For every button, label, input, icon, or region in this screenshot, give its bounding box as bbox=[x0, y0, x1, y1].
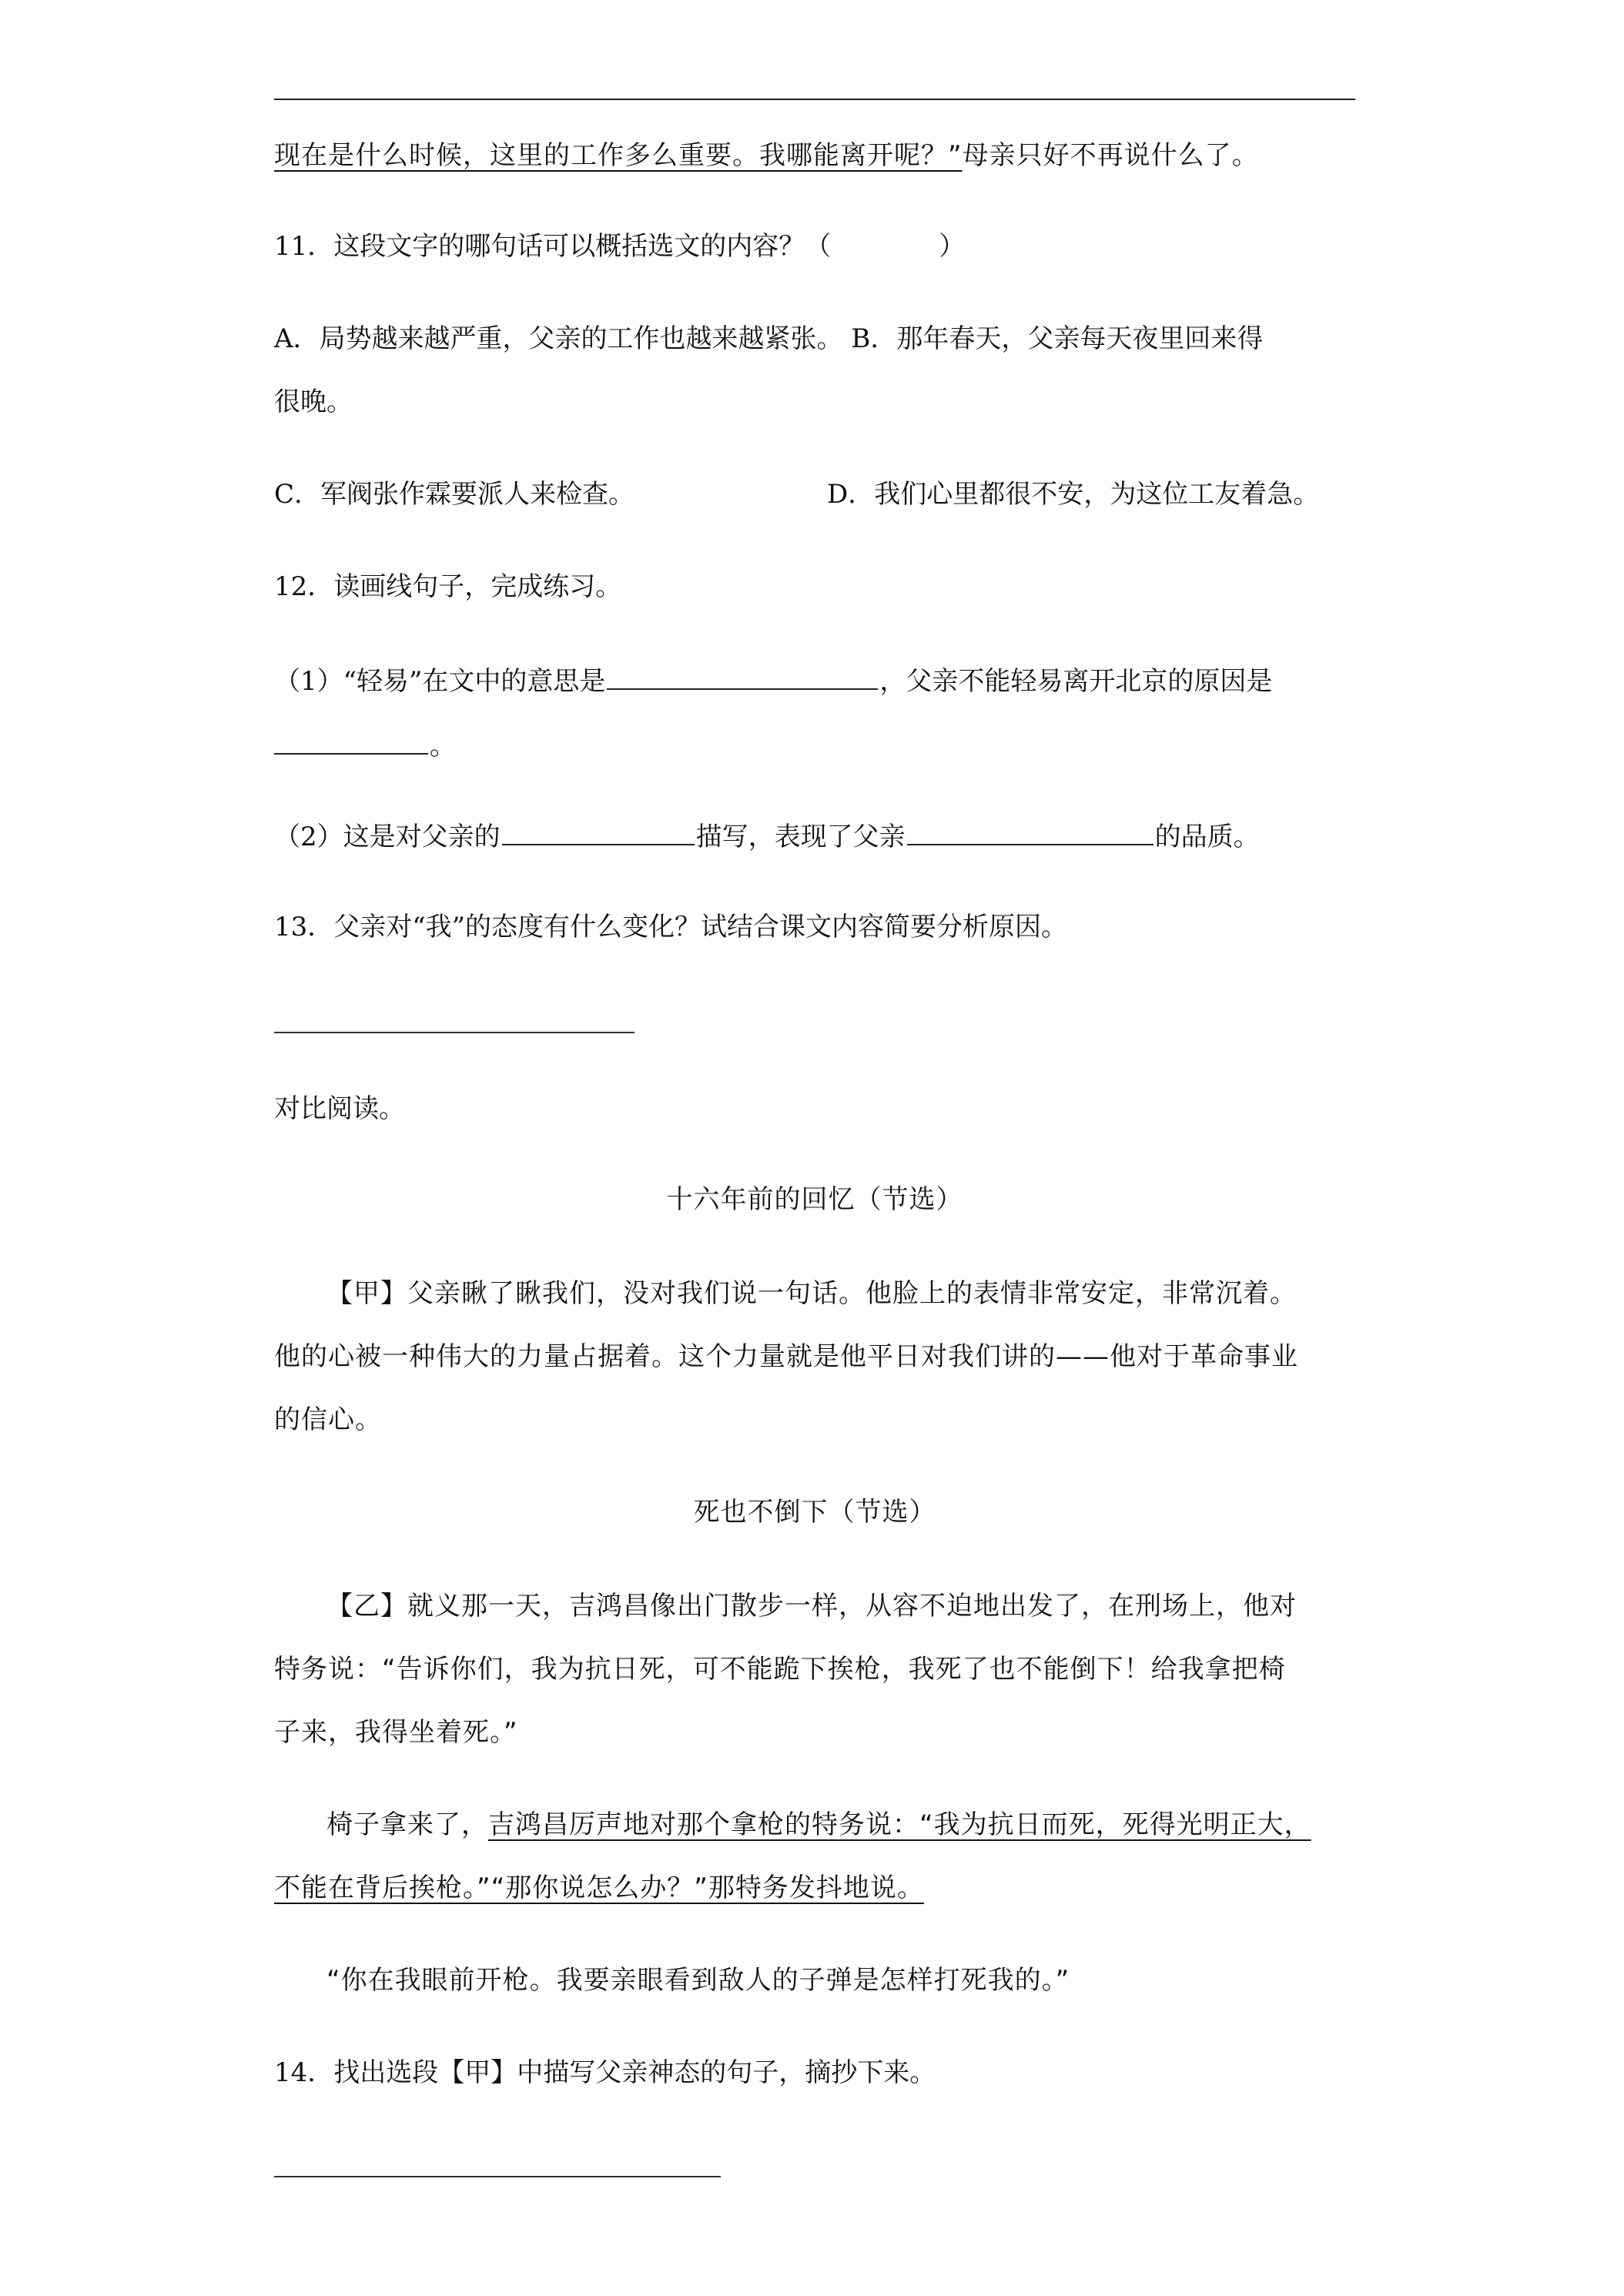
q12-sub1-text-b: ，父亲不能轻易离开北京的原因是 bbox=[879, 666, 1273, 697]
q12-sub2 bbox=[274, 818, 1355, 854]
q11-option-c[interactable]: C．军阀张作霖要派人来检查。 bbox=[274, 479, 635, 510]
q11-option-a[interactable]: A．局势越来越严重，父亲的工作也越来越紧张。 bbox=[274, 323, 843, 354]
passage-yi-text-1: 【乙】就义那一天，吉鸿昌像出门散步一样，从容不迫地出发了，在刑场上，他对 bbox=[326, 1591, 1297, 1622]
passage-jia-title-text: 十六年前的回忆（节选） bbox=[666, 1184, 963, 1215]
q12-sub1-blank-meaning[interactable] bbox=[607, 662, 878, 690]
passage-yi-text-6: “你在我眼前开枪。我要亲眼看到敌人的子弹是怎样打死我的。” bbox=[326, 1965, 1070, 1996]
passage-yi-line5 bbox=[274, 1871, 1355, 1905]
q12-sub2-text-c: 的品质。 bbox=[1154, 822, 1260, 852]
passage-end-rest: 母亲只好不再说什么了。 bbox=[962, 140, 1259, 171]
passage-yi-title bbox=[274, 1495, 1355, 1529]
q12-sub2-blank-description[interactable] bbox=[502, 818, 695, 845]
q12-sub1-cont bbox=[274, 727, 1355, 763]
passage-jia-line3 bbox=[274, 1403, 1355, 1437]
underlined-sentence: 现在是什么时候，这里的工作多么重要。我哪能离开呢？” bbox=[274, 140, 963, 171]
passage-yi-line4 bbox=[274, 1808, 1355, 1842]
passage-jia-line2 bbox=[274, 1340, 1355, 1374]
passage-yi-line6 bbox=[274, 1963, 1355, 1997]
q14-stem bbox=[274, 2056, 1355, 2090]
passage-yi-underlined-2: 不能在背后挨枪。”“那你说怎么办？”那特务发抖地说。 bbox=[274, 1873, 924, 1903]
q11-option-b-continued: 很晚。 bbox=[274, 387, 353, 417]
passage-yi-text-3: 子来，我得坐着死。” bbox=[274, 1717, 518, 1748]
q13-stem bbox=[274, 910, 1355, 944]
q11-option-d[interactable]: D．我们心里都很不安，为这位工友着急。 bbox=[827, 479, 1320, 510]
q13-answer-line[interactable] bbox=[274, 1032, 635, 1033]
section-label-text: 对比阅读。 bbox=[274, 1093, 405, 1124]
q12-sub2-text-b: 描写，表现了父亲 bbox=[695, 822, 906, 852]
passage-jia-text-3: 的信心。 bbox=[274, 1404, 382, 1435]
passage-yi-title-text: 死也不倒下（节选） bbox=[693, 1497, 936, 1528]
q11-options-row2 bbox=[274, 477, 1355, 511]
q12-sub1-text-a: （1）“轻易”在文中的意思是 bbox=[274, 666, 606, 697]
passage-yi-line1 bbox=[274, 1589, 1355, 1623]
passage-yi-line3 bbox=[274, 1715, 1355, 1749]
passage-yi-underlined-1: 吉鸿昌厉声地对那个拿枪的特务说：“我为抗日而死，死得光明正大， bbox=[488, 1809, 1311, 1840]
passage-jia-title bbox=[274, 1183, 1355, 1217]
passage-yi-text-2: 特务说：“告诉你们，我为抗日死，可不能跪下挨枪，我死了也不能倒下！给我拿把椅 bbox=[274, 1654, 1286, 1685]
q11-stem bbox=[274, 229, 1355, 263]
q12-stem-text: 12．读画线句子，完成练习。 bbox=[274, 571, 622, 602]
q12-sub2-text-a: （2）这是对父亲的 bbox=[274, 822, 501, 852]
q12-sub2-blank-quality[interactable] bbox=[907, 818, 1154, 845]
q14-answer-line[interactable] bbox=[274, 2176, 721, 2177]
passage-jia-text-1: 【甲】父亲瞅了瞅我们，没对我们说一句话。他脸上的表情非常安定，非常沉着。 bbox=[326, 1278, 1297, 1309]
q11-stem-text: 11．这段文字的哪句话可以概括选文的内容？（ bbox=[274, 231, 832, 262]
passage-jia-line1 bbox=[274, 1277, 1355, 1310]
q13-stem-text: 13．父亲对“我”的态度有什么变化？试结合课文内容简要分析原因。 bbox=[274, 912, 1068, 942]
q12-sub1 bbox=[274, 662, 1355, 698]
passage-yi-text-4-plain: 椅子拿来了， bbox=[326, 1809, 488, 1840]
q11-stem-close: ） bbox=[939, 231, 966, 262]
passage-jia-text-2: 他的心被一种伟大的力量占据着。这个力量就是他平日对我们讲的——他对于革命事业 bbox=[274, 1341, 1298, 1372]
q12-sub1-blank-reason[interactable] bbox=[274, 727, 428, 755]
q12-sub1-text-c: 。 bbox=[430, 731, 456, 761]
q14-stem-text: 14．找出选段【甲】中描写父亲神态的句子，摘抄下来。 bbox=[274, 2057, 936, 2088]
section-label bbox=[274, 1092, 1355, 1126]
passage-end-line bbox=[274, 139, 1355, 172]
top-divider bbox=[274, 99, 1355, 100]
q11-option-b-cont bbox=[274, 385, 1355, 419]
q11-option-b[interactable]: B．那年春天，父亲每天夜里回来得 bbox=[851, 323, 1264, 354]
passage-yi-line2 bbox=[274, 1652, 1355, 1686]
q11-options-row1 bbox=[274, 322, 1355, 356]
q12-stem bbox=[274, 570, 1355, 604]
